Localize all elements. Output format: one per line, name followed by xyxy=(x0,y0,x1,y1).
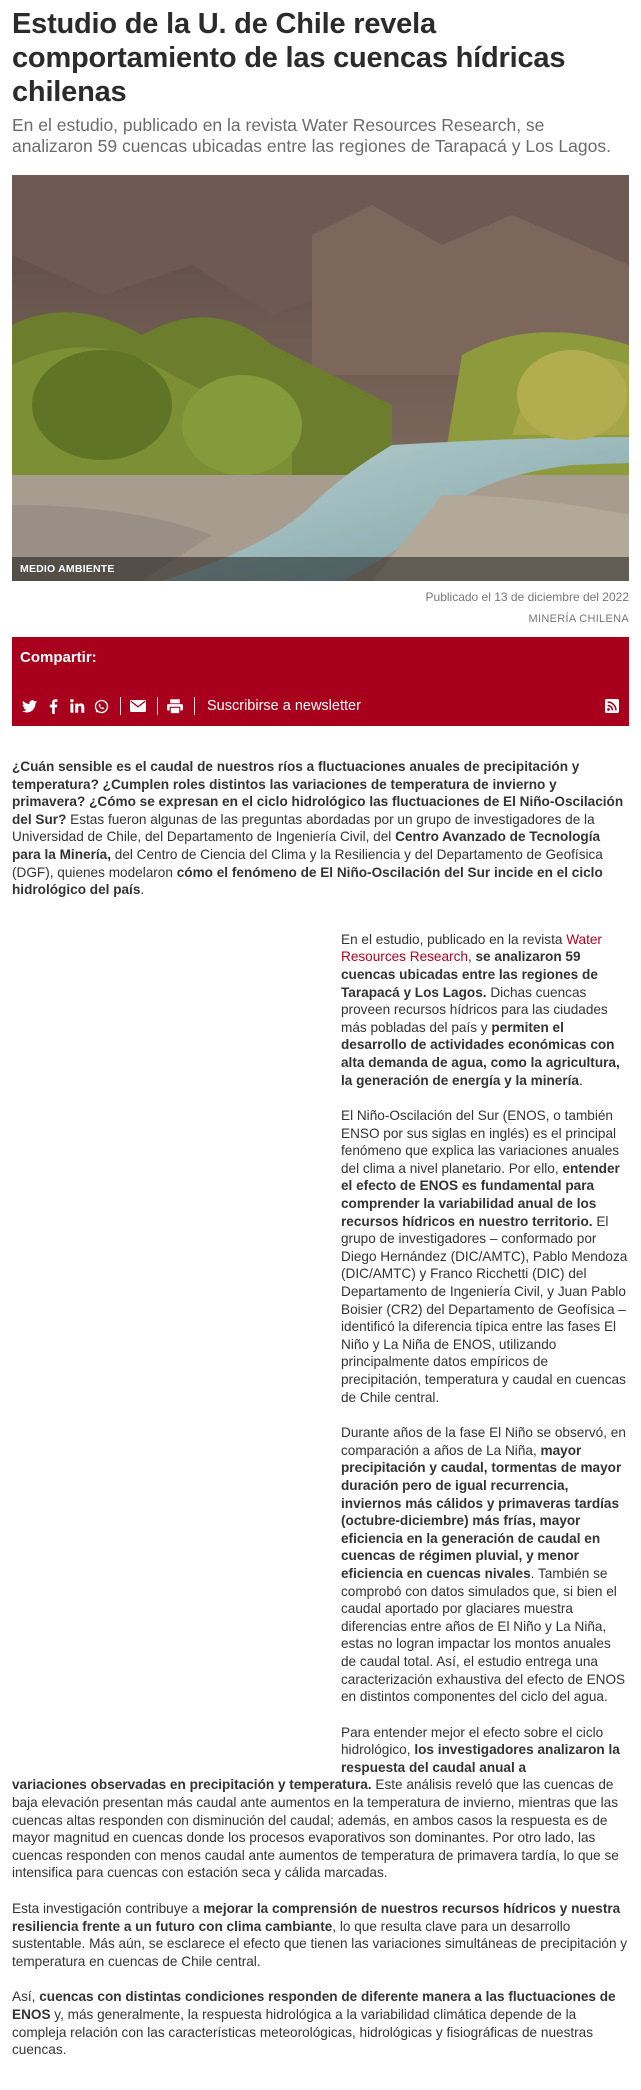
email-icon[interactable] xyxy=(129,697,147,715)
paragraph-el-nino: Durante años de la fase El Niño se observó, en comparación a años de La Niña, mayor precipitación y caudal, tormentas de mayor duración pero de igual recurrencia, inviernos más cálidos y primaveras tardías (octubre-diciembre) más frías, mayor eficiencia en la generación de caudal en cuencas de régimen pluvial, y menor eficiencia en cuencas nivales. También se comprobó con datos simulados que, si bien el caudal aportado por glaciares muestra diferencias entre años de El Niño y La Niña, estas no logran impactar los montos anuales de caudal total. Así, el estudio entrega una caracterización exhaustiva del efecto de ENOS en distintos componentes del ciclo del agua. xyxy=(341,1425,626,1705)
share-divider xyxy=(194,697,195,715)
share-title: Compartir: xyxy=(20,649,97,666)
journal-link[interactable]: Water Resources Research xyxy=(341,931,602,965)
paragraph-response: Para entender mejor el efecto sobre el ciclo hidrológico, los investigadores analizaron la respuesta del caudal anual a variaciones observadas en precipitación y temperatura. Este análisis reveló que las cuencas de baja elevación presentan más caudal ante aumentos en la temperatura de invierno, mientras que las cuencas altas responden con disminución del caudal; además, en ambos casos la respuesta es de mayor magnitud en cuencas donde los procesos evaporativos son dominantes. Por otro lado, las cuencas responden con menos caudal ante aumentos de temperatura de primavera tardía, lo que se intensifica para cuencas con estación seca y cálida marcadas. xyxy=(12,1724,620,1881)
paragraph-study: En el estudio, publicado en la revista Water Resources Research, se analizaron 59 cuencas ubicadas entre las regiones de Tarapacá y Los Lagos. Dichas cuencas proveen recursos hídricos para las ciudades más pobladas del país y permiten el desarrollo de actividades económicas con alta demanda de agua, como la agricultura, la generación de energía y la minería. xyxy=(341,931,620,1088)
share-divider xyxy=(120,697,121,715)
paragraph-intro: ¿Cuán sensible es el caudal de nuestros ríos a fluctuaciones anuales de precipitación y temperatura? ¿Cumplen roles distintos las variaciones de temperatura de invierno y primavera? ¿Cómo se expresan en el ciclo hidrológico las fluctuaciones de El Niño-Oscilación del Sur? Estas fueron algunas de las preguntas abordadas por un grupo de investigadores de la Universidad de Chile, del Departamento de Ingeniería Civil, del Centro Avanzado de Tecnología para la Minería, del Centro de Ciencia del Clima y la Resiliencia y del Departamento de Geofísica (DGF), quienes modelaron cómo el fenómeno de El Niño-Oscilación del Sur incide en el ciclo hidrológico del país. xyxy=(12,759,624,898)
share-divider xyxy=(157,697,158,715)
article-headline: Estudio de la U. de Chile revela comportamiento de las cuencas hídricas chilenas xyxy=(12,8,566,108)
paragraph-enso: El Niño-Oscilación del Sur (ENOS, o también ENSO por sus siglas en inglés) es el principal fenómeno que explica las variaciones anuales del clima a nivel planetario. Por ello, entender el efecto de ENOS es fundamental para comprender la variabilidad anual de los recursos hídricos en nuestro territorio. El grupo de investigadores – conformado por Diego Hernández (DIC/AMTC), Pablo Mendoza (DIC/AMTC) y Franco Ricchetti (DIC) del Departamento de Ingeniería Civil, y Juan Pablo Boisier (CR2) del Departamento de Geofísica – identificó la diferencia típica entre las fases El Niño y La Niña de ENOS, utilizando principalmente datos empíricos de precipitación, temperatura y caudal en cuencas de Chile central. xyxy=(341,1108,628,1405)
facebook-icon[interactable] xyxy=(44,697,62,715)
source-label[interactable]: MINERÍA CHILENA xyxy=(528,613,629,625)
newsletter-link[interactable]: Suscribirse a newsletter xyxy=(207,698,361,714)
hero-image xyxy=(12,175,629,581)
whatsapp-icon[interactable] xyxy=(92,697,110,715)
print-icon[interactable] xyxy=(166,697,184,715)
share-bar xyxy=(12,637,629,726)
river-landscape-illustration xyxy=(12,175,629,581)
linkedin-icon[interactable] xyxy=(68,697,86,715)
article-subtitle: En el estudio, publicado en la revista Water Resources Research, se analizaron 59 cuencas ubicadas entre las regiones de Tarapacá y Los Lagos. xyxy=(12,115,611,156)
publish-date: Publicado el 13 de diciembre del 2022 xyxy=(425,590,629,604)
paragraph-conclusion: Así, cuencas con distintas condiciones responden de diferente manera a las fluctuaciones de ENOS y, más generalmente, la respuesta hidrológica a la variabilidad climática depende de la compleja relación con las características meteorológicas, hidrológicas y fisiográficas de nuestras cuencas. xyxy=(12,1989,616,2058)
category-badge[interactable]: MEDIO AMBIENTE xyxy=(12,557,629,581)
paragraph-contribution: Esta investigación contribuye a mejorar la comprensión de nuestros recursos hídricos y nuestra resiliencia frente a un futuro con clima cambiante, lo que resulta clave para un desarrollo sustentable. Más aún, se esclarece el efecto que tienen las variaciones simultáneas de precipitación y temperatura en cuencas de Chile central. xyxy=(12,1901,628,1969)
article-body xyxy=(12,758,629,2059)
twitter-icon[interactable] xyxy=(20,697,38,715)
rss-icon[interactable] xyxy=(603,697,621,715)
share-icons-row xyxy=(20,696,621,716)
